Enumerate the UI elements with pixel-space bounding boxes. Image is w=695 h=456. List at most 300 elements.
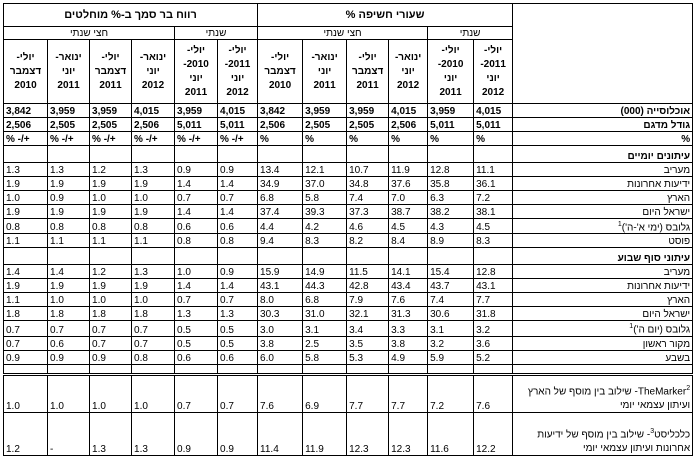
row-label bbox=[513, 118, 693, 132]
column-header-line: 2012 bbox=[481, 86, 505, 98]
weekend-section-title: עיתוני סוף שבוע bbox=[513, 248, 693, 265]
exposure-value: 11.5 bbox=[347, 265, 389, 279]
header-row-periods bbox=[4, 27, 693, 40]
daily-section-row bbox=[4, 234, 693, 248]
empty-cell bbox=[4, 146, 48, 163]
exposure-value: 8.9 bbox=[428, 234, 474, 248]
exposure-value: 7.9 bbox=[347, 293, 389, 307]
units-net: +/- % bbox=[90, 132, 132, 146]
column-header-line: 2011 bbox=[184, 86, 208, 98]
daily-section-row bbox=[4, 219, 693, 234]
row-label bbox=[513, 219, 693, 234]
exposure-value: 4.5 bbox=[474, 219, 513, 234]
daily-section-row bbox=[4, 191, 693, 205]
exposure-value: 3,959 bbox=[303, 104, 347, 118]
exposure-value: 5.9 bbox=[428, 350, 474, 364]
exposure-value: 5.3 bbox=[347, 350, 389, 364]
net-value: 1.9 bbox=[4, 205, 48, 219]
empty-cell bbox=[90, 248, 132, 265]
row-label bbox=[513, 177, 693, 191]
units-net: +/- % bbox=[4, 132, 48, 146]
column-header-line: יוני bbox=[443, 72, 458, 84]
exposure-title: שעורי חשיפה % bbox=[258, 4, 513, 27]
empty-cell bbox=[513, 364, 693, 374]
column-header-line: דצמבר bbox=[9, 65, 42, 77]
row-label bbox=[513, 412, 693, 455]
exposure-value: 4,015 bbox=[389, 104, 428, 118]
net-value: 1.4 bbox=[218, 205, 258, 219]
row-label-text: גלובס (יום ה') bbox=[633, 324, 691, 336]
empty-cell bbox=[218, 364, 258, 374]
exposure-value: 12.3 bbox=[347, 412, 389, 455]
footnote-marker: 1 bbox=[617, 221, 622, 228]
net-value: 0.5 bbox=[218, 321, 258, 336]
header-row-columns bbox=[4, 40, 693, 104]
column-header-line: יוני bbox=[146, 65, 160, 77]
empty-cell bbox=[389, 146, 428, 163]
net-value: 1.9 bbox=[132, 279, 175, 293]
net-value: 1.9 bbox=[132, 205, 175, 219]
net-value: 0.8 bbox=[218, 234, 258, 248]
empty-cell bbox=[474, 364, 513, 374]
exposure-value: 44.3 bbox=[303, 279, 347, 293]
column-header-line: דצמבר bbox=[264, 65, 296, 77]
exposure-value: 7.7 bbox=[474, 293, 513, 307]
exposure-value: 30.6 bbox=[428, 307, 474, 321]
exposure-value: 3.2 bbox=[428, 336, 474, 350]
net-value: 3,842 bbox=[4, 104, 48, 118]
net-value: 0.7 bbox=[48, 321, 90, 336]
net-value: 0.7 bbox=[175, 293, 218, 307]
exposure-value: 3.1 bbox=[303, 321, 347, 336]
empty-cell bbox=[90, 146, 132, 163]
column-header bbox=[90, 40, 132, 104]
net-value: 1.2 bbox=[90, 163, 132, 177]
exposure-half: חצי שנתי bbox=[258, 27, 428, 40]
empty-cell bbox=[303, 146, 347, 163]
column-header-line: יוני bbox=[189, 72, 203, 84]
net-value: 2,505 bbox=[48, 118, 90, 132]
net-value: 3,959 bbox=[175, 104, 218, 118]
net-value: 5,011 bbox=[218, 118, 258, 132]
exposure-value: 7.2 bbox=[474, 191, 513, 205]
net-value: 1.0 bbox=[48, 374, 90, 412]
net-value: 0.8 bbox=[132, 350, 175, 364]
net-value: 1.9 bbox=[132, 177, 175, 191]
empty-cell bbox=[347, 364, 389, 374]
exposure-value: 3.4 bbox=[347, 321, 389, 336]
net-value: 1.3 bbox=[48, 163, 90, 177]
exposure-value: 42.8 bbox=[347, 279, 389, 293]
exposure-value: 5,011 bbox=[474, 118, 513, 132]
row-label-text: מעריב bbox=[663, 267, 691, 279]
row-label-text: מקור ראשון bbox=[642, 338, 691, 350]
empty-cell bbox=[389, 248, 428, 265]
row-label-text: מעריב bbox=[663, 165, 691, 176]
net-value: 0.5 bbox=[218, 336, 258, 350]
exposure-value: 4.4 bbox=[258, 219, 303, 234]
units-exposure: % bbox=[389, 132, 428, 146]
net-value: 2,506 bbox=[132, 118, 175, 132]
exposure-value: 43.1 bbox=[258, 279, 303, 293]
net-value: 0.8 bbox=[48, 219, 90, 234]
exposure-value: 2.5 bbox=[303, 336, 347, 350]
empty-cell bbox=[4, 248, 48, 265]
exposure-value: 7.0 bbox=[389, 191, 428, 205]
column-header-line: 2011 bbox=[313, 79, 336, 91]
units-exposure: % bbox=[303, 132, 347, 146]
net-value: 1.0 bbox=[90, 374, 132, 412]
net-value: 0.8 bbox=[175, 234, 218, 248]
column-header-line: 2010 bbox=[268, 79, 292, 91]
exposure-value: 38.1 bbox=[474, 205, 513, 219]
row-label-note: - שילוב בין מוסף של ידיעות אחרונות ועיתון עצמאי יומי bbox=[537, 429, 691, 454]
empty-cell bbox=[218, 248, 258, 265]
net-value: 0.7 bbox=[175, 374, 218, 412]
weekend-section-row bbox=[4, 265, 693, 279]
exposure-value: 8.2 bbox=[347, 234, 389, 248]
row-label-text: בשבע bbox=[665, 352, 691, 364]
exposure-value: 43.7 bbox=[428, 279, 474, 293]
exposure-value: 15.9 bbox=[258, 265, 303, 279]
net-value: 1.1 bbox=[90, 234, 132, 248]
net-value: 1.0 bbox=[48, 293, 90, 307]
column-header-line: יולי- bbox=[441, 44, 460, 56]
exposure-value: 7.7 bbox=[389, 374, 428, 412]
net-value: 1.2 bbox=[90, 265, 132, 279]
net-value: 3,959 bbox=[48, 104, 90, 118]
net-value: 0.9 bbox=[48, 191, 90, 205]
units-row bbox=[4, 132, 693, 146]
corner-cell bbox=[513, 4, 693, 27]
exposure-value: 37.4 bbox=[258, 205, 303, 219]
exposure-value: 11.1 bbox=[474, 163, 513, 177]
exposure-value: 3.6 bbox=[474, 336, 513, 350]
exposure-value: 15.4 bbox=[428, 265, 474, 279]
exposure-value: 38.2 bbox=[428, 205, 474, 219]
net-value: 0.9 bbox=[48, 350, 90, 364]
weekend-section-row bbox=[4, 321, 693, 336]
net-value: 1.0 bbox=[4, 191, 48, 205]
empty-cell bbox=[48, 146, 90, 163]
exposure-value: 3.0 bbox=[258, 321, 303, 336]
net-value: 1.0 bbox=[90, 293, 132, 307]
exposure-value: 34.9 bbox=[258, 177, 303, 191]
exposure-value: 39.3 bbox=[303, 205, 347, 219]
exposure-value: 30.3 bbox=[258, 307, 303, 321]
row-label bbox=[513, 104, 693, 118]
exposure-value: 37.3 bbox=[347, 205, 389, 219]
column-header-line: 2011 bbox=[439, 86, 462, 98]
column-header-line: 2012 bbox=[226, 86, 249, 98]
net-value: 0.7 bbox=[4, 321, 48, 336]
exposure-value: 8.0 bbox=[258, 293, 303, 307]
net-value: 1.8 bbox=[4, 307, 48, 321]
exposure-value: 12.3 bbox=[389, 412, 428, 455]
exposure-value: 3.1 bbox=[428, 321, 474, 336]
sample-row bbox=[4, 118, 693, 132]
net-half: חצי שנתי bbox=[4, 27, 175, 40]
net-value: 1.3 bbox=[132, 265, 175, 279]
weekend-section-row bbox=[4, 336, 693, 350]
net-value: 0.6 bbox=[175, 219, 218, 234]
column-header bbox=[389, 40, 428, 104]
net-value: 0.6 bbox=[218, 219, 258, 234]
column-header-line: 2012 bbox=[396, 79, 420, 91]
weekend-section-row bbox=[4, 279, 693, 293]
units-exposure: % bbox=[347, 132, 389, 146]
row-label-text: אוכלוסייה (000) bbox=[620, 106, 691, 117]
exposure-value: 6.0 bbox=[258, 350, 303, 364]
net-value: 1.9 bbox=[48, 279, 90, 293]
row-label bbox=[513, 321, 693, 336]
exposure-value: 7.6 bbox=[389, 293, 428, 307]
empty-cell bbox=[303, 364, 347, 374]
exposure-value: 4.6 bbox=[347, 219, 389, 234]
exposure-value: 2,505 bbox=[347, 118, 389, 132]
net-value: 1.4 bbox=[175, 279, 218, 293]
exposure-value: 32.1 bbox=[347, 307, 389, 321]
row-label-text: הארץ bbox=[667, 295, 691, 307]
column-header-line: ינואר- bbox=[311, 51, 338, 63]
exposure-value: 36.1 bbox=[474, 177, 513, 191]
net-value: 2,506 bbox=[4, 118, 48, 132]
row-label bbox=[513, 279, 693, 293]
net-value: 1.8 bbox=[90, 307, 132, 321]
units-label: % bbox=[513, 132, 693, 146]
row-label-text: TheMarker bbox=[637, 386, 687, 398]
empty-cell bbox=[132, 146, 175, 163]
exposure-value: 5,011 bbox=[428, 118, 474, 132]
column-header bbox=[4, 40, 48, 104]
net-value: 0.7 bbox=[175, 191, 218, 205]
net-value: 0.7 bbox=[218, 374, 258, 412]
empty-cell bbox=[258, 146, 303, 163]
row-label bbox=[513, 293, 693, 307]
empty-cell bbox=[347, 146, 389, 163]
net-value: 4,015 bbox=[218, 104, 258, 118]
row-label-text: גלובס (ימי א'-ה') bbox=[621, 222, 691, 234]
exposure-value: 4,015 bbox=[474, 104, 513, 118]
net-value: 0.9 bbox=[175, 412, 218, 455]
net-value: 1.4 bbox=[175, 205, 218, 219]
net-value: 1.0 bbox=[132, 293, 175, 307]
supplement-row bbox=[4, 412, 693, 455]
exposure-value: 5.8 bbox=[303, 350, 347, 364]
net-value: 1.0 bbox=[4, 374, 48, 412]
column-header-line: יולי- bbox=[358, 51, 377, 63]
row-label-text: ידיעות אחרונות bbox=[627, 281, 691, 293]
exposure-value: 11.9 bbox=[389, 163, 428, 177]
separator-row bbox=[4, 364, 693, 374]
exposure-value: 37.0 bbox=[303, 177, 347, 191]
row-label-text: ישראל היום bbox=[642, 207, 691, 218]
row-label-text: כלכליסט bbox=[654, 429, 691, 441]
daily-section-row bbox=[4, 205, 693, 219]
column-header-line: יולי- bbox=[484, 44, 503, 56]
exposure-value: 35.8 bbox=[428, 177, 474, 191]
row-label bbox=[513, 191, 693, 205]
empty-cell bbox=[4, 364, 48, 374]
net-value: 1.8 bbox=[132, 307, 175, 321]
net-value: 0.7 bbox=[90, 321, 132, 336]
empty-cell bbox=[132, 364, 175, 374]
column-header-line: יולי- bbox=[271, 51, 290, 63]
exposure-value: 3,959 bbox=[347, 104, 389, 118]
exposure-value: 5.2 bbox=[474, 350, 513, 364]
net-value: 2,505 bbox=[90, 118, 132, 132]
empty-cell bbox=[474, 248, 513, 265]
footnote-marker: 1 bbox=[629, 323, 634, 331]
row-label-text: פוסט bbox=[668, 236, 691, 248]
column-header bbox=[132, 40, 175, 104]
units-net: +/- % bbox=[218, 132, 258, 146]
column-header-line: 2011 bbox=[356, 79, 379, 91]
net-value: 1.3 bbox=[4, 163, 48, 177]
column-header bbox=[175, 40, 218, 104]
column-header-line: 2011- bbox=[224, 58, 251, 70]
exposure-value: 9.4 bbox=[258, 234, 303, 248]
exposure-value: 8.3 bbox=[303, 234, 347, 248]
exposure-value: 12.2 bbox=[474, 412, 513, 455]
net-value: 0.9 bbox=[218, 265, 258, 279]
column-header-line: יוני bbox=[486, 72, 500, 84]
net-value: 0.8 bbox=[90, 219, 132, 234]
net-value: 0.6 bbox=[48, 336, 90, 350]
exposure-value: 3.2 bbox=[474, 321, 513, 336]
empty-cell bbox=[347, 248, 389, 265]
header-row-titles bbox=[4, 4, 693, 27]
exposure-value: 4.2 bbox=[303, 219, 347, 234]
exposure-value: 7.6 bbox=[258, 374, 303, 412]
net-value: 1.0 bbox=[132, 374, 175, 412]
net-value: 1.9 bbox=[48, 205, 90, 219]
net-value: 1.3 bbox=[218, 307, 258, 321]
units-exposure: % bbox=[474, 132, 513, 146]
exposure-value: 7.4 bbox=[347, 191, 389, 205]
exposure-value: 12.1 bbox=[303, 163, 347, 177]
row-label bbox=[513, 265, 693, 279]
exposure-value: 34.8 bbox=[347, 177, 389, 191]
net-value: 0.9 bbox=[218, 163, 258, 177]
net-value: 0.6 bbox=[218, 350, 258, 364]
net-value: 5,011 bbox=[175, 118, 218, 132]
empty-cell bbox=[428, 364, 474, 374]
daily-section-title: עיתונים יומיים bbox=[513, 146, 693, 163]
units-exposure: % bbox=[428, 132, 474, 146]
exposure-value: 37.6 bbox=[389, 177, 428, 191]
exposure-value: 3,959 bbox=[428, 104, 474, 118]
footnote-marker: 3 bbox=[650, 428, 655, 436]
empty-cell bbox=[175, 146, 218, 163]
column-header bbox=[474, 40, 513, 104]
net-value: 0.5 bbox=[175, 321, 218, 336]
net-value: 0.6 bbox=[175, 350, 218, 364]
exposure-value: 6.9 bbox=[303, 374, 347, 412]
net-value: 4,015 bbox=[132, 104, 175, 118]
net-value: 0.8 bbox=[4, 219, 48, 234]
column-header-line: 2010- bbox=[437, 58, 464, 70]
table-body bbox=[4, 4, 693, 456]
exposure-value: 8.3 bbox=[474, 234, 513, 248]
exposure-value: 43.1 bbox=[474, 279, 513, 293]
row-label bbox=[513, 350, 693, 364]
net-value: 1.4 bbox=[175, 177, 218, 191]
row-label-text: ישראל היום bbox=[642, 309, 691, 321]
exposure-value: 14.9 bbox=[303, 265, 347, 279]
net-value: 1.8 bbox=[48, 307, 90, 321]
net-value: 0.7 bbox=[132, 336, 175, 350]
empty-cell bbox=[90, 364, 132, 374]
exposure-value: 4.9 bbox=[389, 350, 428, 364]
exposure-value: 10.7 bbox=[347, 163, 389, 177]
column-header-line: דצמבר bbox=[94, 65, 127, 77]
net-value: 0.7 bbox=[218, 293, 258, 307]
exposure-value: 12.8 bbox=[428, 163, 474, 177]
empty-cell bbox=[48, 364, 90, 374]
net-value: 0.5 bbox=[175, 336, 218, 350]
units-net: +/- % bbox=[48, 132, 90, 146]
net-value: 0.7 bbox=[90, 336, 132, 350]
net-value: 1.0 bbox=[175, 265, 218, 279]
net-value: 1.4 bbox=[4, 265, 48, 279]
net-value: 1.0 bbox=[132, 191, 175, 205]
net-value: 1.9 bbox=[4, 177, 48, 191]
empty-cell bbox=[175, 364, 218, 374]
net-value: 1.4 bbox=[218, 177, 258, 191]
exposure-value: 31.0 bbox=[303, 307, 347, 321]
exposure-value: 3,842 bbox=[258, 104, 303, 118]
units-net: +/- % bbox=[175, 132, 218, 146]
exposure-value: 2,506 bbox=[389, 118, 428, 132]
exposure-value: 7.7 bbox=[347, 374, 389, 412]
row-label-text: גודל מדגם bbox=[643, 120, 691, 131]
net-value: 1.9 bbox=[90, 205, 132, 219]
daily-section-header bbox=[4, 146, 693, 163]
exposure-value: 43.4 bbox=[389, 279, 428, 293]
column-header-line: 2010- bbox=[183, 58, 209, 70]
exposure-value: 11.6 bbox=[428, 412, 474, 455]
exposure-value: 7.6 bbox=[474, 374, 513, 412]
column-header-line: יולי- bbox=[228, 44, 247, 56]
empty-cell bbox=[428, 248, 474, 265]
row-label bbox=[513, 205, 693, 219]
units-exposure: % bbox=[258, 132, 303, 146]
exposure-value: 6.3 bbox=[428, 191, 474, 205]
column-header bbox=[303, 40, 347, 104]
empty-cell bbox=[48, 248, 90, 265]
column-header-line: יוני bbox=[317, 65, 332, 77]
net-value: 0.7 bbox=[132, 321, 175, 336]
empty-cell bbox=[175, 248, 218, 265]
net-value: 1.3 bbox=[132, 412, 175, 455]
column-header-line: 2012 bbox=[141, 79, 165, 91]
column-header-line: יוני bbox=[401, 65, 415, 77]
net-value: 1.4 bbox=[48, 265, 90, 279]
column-header-line: ינואר- bbox=[139, 51, 167, 63]
net-value: 0.9 bbox=[90, 350, 132, 364]
net-value: 1.9 bbox=[48, 177, 90, 191]
exposure-value: 11.9 bbox=[303, 412, 347, 455]
column-header-line: 2011 bbox=[99, 79, 122, 91]
net-value: 0.8 bbox=[132, 219, 175, 234]
row-label bbox=[513, 234, 693, 248]
column-header-line: 2010 bbox=[14, 79, 37, 91]
column-header-line: יולי- bbox=[101, 51, 120, 63]
row-label bbox=[513, 307, 693, 321]
exposure-value: 31.8 bbox=[474, 307, 513, 321]
net-value: 1.2 bbox=[4, 412, 48, 455]
